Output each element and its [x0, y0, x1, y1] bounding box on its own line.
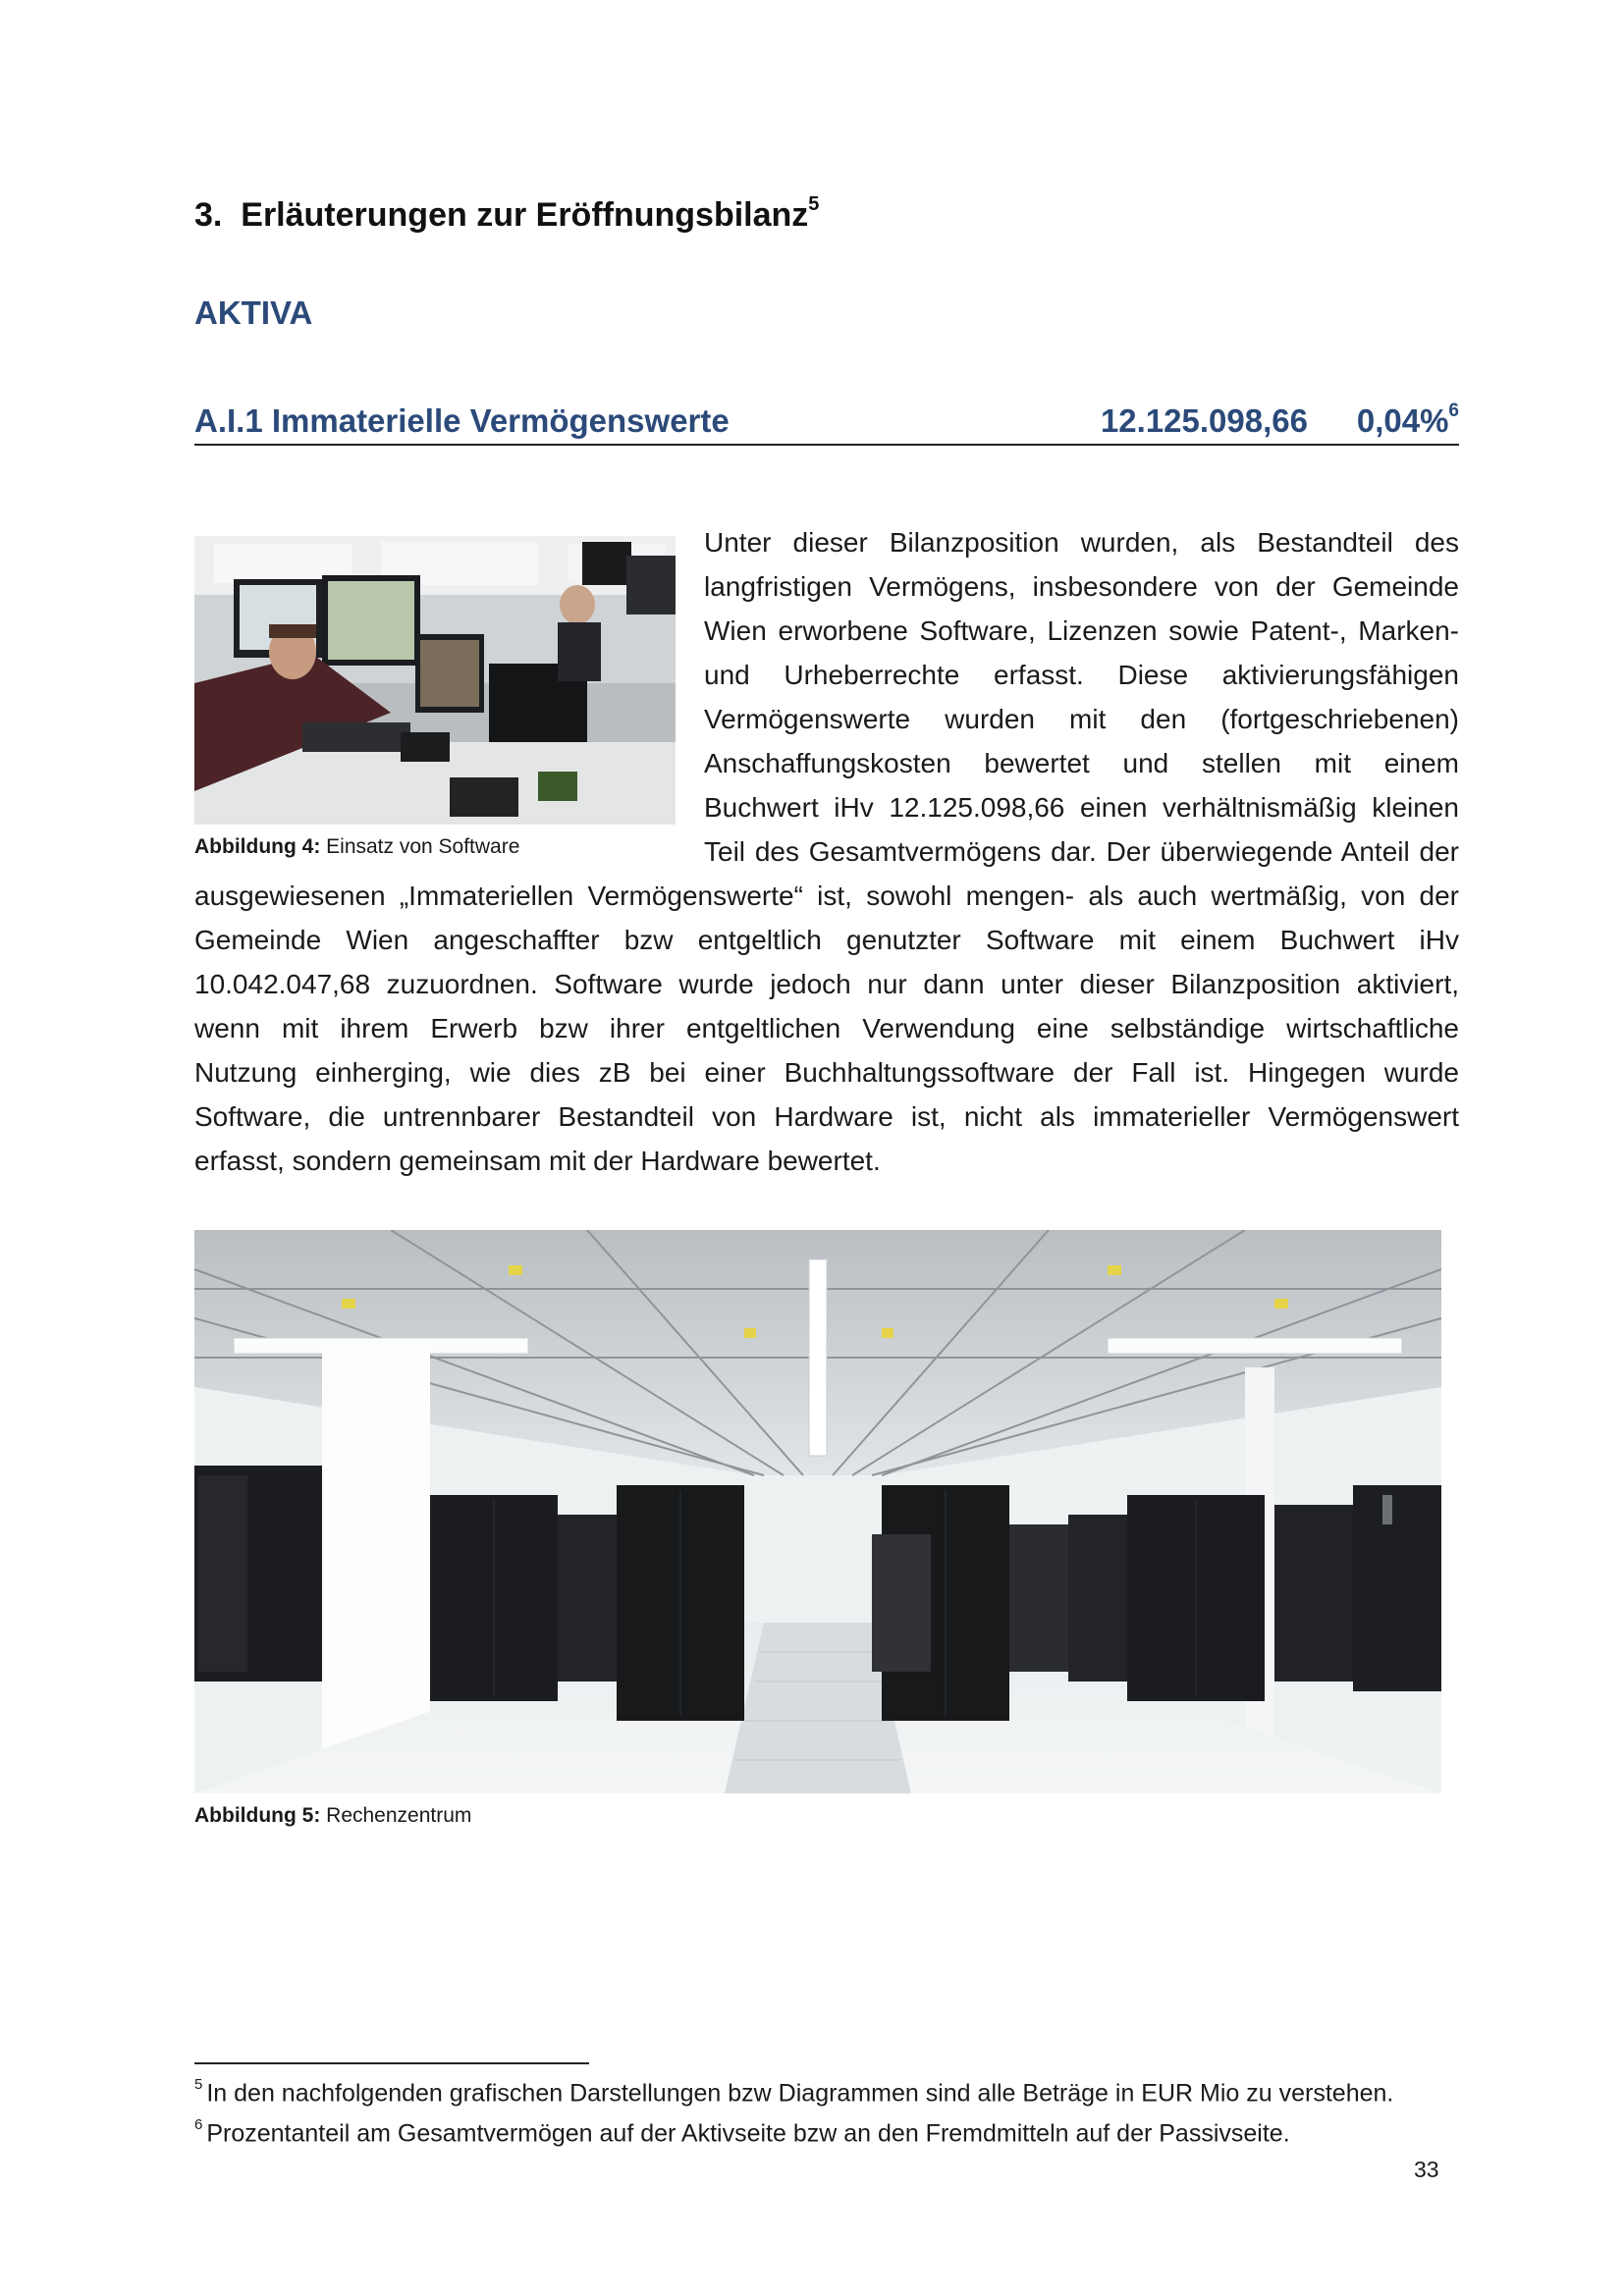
software-office-illustration: [194, 536, 676, 825]
figure-5-caption: [194, 1804, 471, 1828]
figure-5-text: Rechenzentrum: [320, 1804, 472, 1827]
section-heading: AKTIVA: [194, 294, 313, 331]
figure-software-photo: [194, 536, 676, 825]
footnote-ref-6[interactable]: 6: [1448, 400, 1459, 421]
position-percent-value: 0,04%: [1356, 402, 1449, 439]
position-percent: [1357, 402, 1459, 440]
body-line: Vermögenswerte wurden mit den (fortgeschriebenen): [704, 704, 1459, 734]
body-line: erfasst, sondern gemeinsam mit der Hardware bewertet.: [194, 1146, 881, 1176]
body-line: Wien erworbene Software, Lizenzen sowie Patent-, Marken-: [704, 615, 1459, 646]
footnote-text: In den nachfolgenden grafischen Darstellungen bzw Diagrammen sind alle Beträge in EUR Mio zu verstehen.: [206, 2079, 1394, 2108]
footnote-5: [194, 2076, 1394, 2108]
body-line: 10.042.047,68 zuzuordnen. Software wurde jedoch nur dann unter dieser Bilanzposition aktiviert,: [194, 969, 1459, 999]
figure-4-text: Einsatz von Software: [320, 835, 520, 858]
page-number: 33: [1414, 2157, 1439, 2182]
footnote-number: 6: [194, 2116, 203, 2133]
body-line: und Urheberrechte erfasst. Diese aktivierungsfähigen: [704, 660, 1459, 690]
footnote-text: Prozentanteil am Gesamtvermögen auf der Aktivseite bzw an den Fremdmitteln auf der Passivseite.: [206, 2119, 1290, 2148]
footnote-separator: [194, 2062, 589, 2064]
body-line: wenn mit ihrem Erwerb bzw ihrer entgeltlichen Verwendung eine selbständige wirtschaftliche: [194, 1013, 1459, 1043]
body-line: Buchwert iHv 12.125.098,66 einen verhältnismäßig kleinen: [704, 792, 1459, 823]
body-line: Nutzung einherging, wie dies zB bei einer Buchhaltungssoftware der Fall ist. Hingegen wurde: [194, 1057, 1459, 1088]
position-title: A.I.1 Immaterielle Vermögenswerte: [194, 402, 730, 439]
body-line: langfristigen Vermögens, insbesondere von der Gemeinde: [704, 571, 1459, 602]
figure-datacenter-photo: [194, 1230, 1441, 1793]
body-line: Anschaffungskosten bewertet und stellen mit einem: [704, 748, 1459, 778]
body-line: Gemeinde Wien angeschaffter bzw entgeltlich genutzter Software mit einem Buchwert iHv: [194, 925, 1459, 955]
body-line: Unter dieser Bilanzposition wurden, als Bestandteil des: [704, 527, 1459, 558]
chapter-title: Erläuterungen zur Eröffnungsbilanz: [241, 196, 809, 234]
body-line: ausgewiesenen „Immateriellen Vermögenswerte“ ist, sowohl mengen- als auch wertmäßig, von der: [194, 881, 1459, 911]
figure-5-label: Abbildung 5:: [194, 1804, 321, 1827]
chapter-heading: [194, 192, 820, 235]
figure-4-caption: [194, 835, 519, 859]
body-line: Teil des Gesamtvermögens dar. Der überwiegende Anteil der: [704, 836, 1459, 867]
body-line: Software, die untrennbarer Bestandteil von Hardware ist, nicht als immaterieller Vermögenswert: [194, 1101, 1459, 1132]
datacenter-illustration: [194, 1230, 1441, 1793]
chapter-number: 3.: [194, 196, 223, 234]
figure-4-label: Abbildung 4:: [194, 835, 321, 858]
footnote-number: 5: [194, 2076, 203, 2093]
position-amount: 12.125.098,66: [1100, 402, 1308, 439]
footnote-ref-5[interactable]: 5: [808, 192, 820, 215]
footnote-6: [194, 2116, 1290, 2148]
balance-position-row: [194, 400, 1459, 446]
